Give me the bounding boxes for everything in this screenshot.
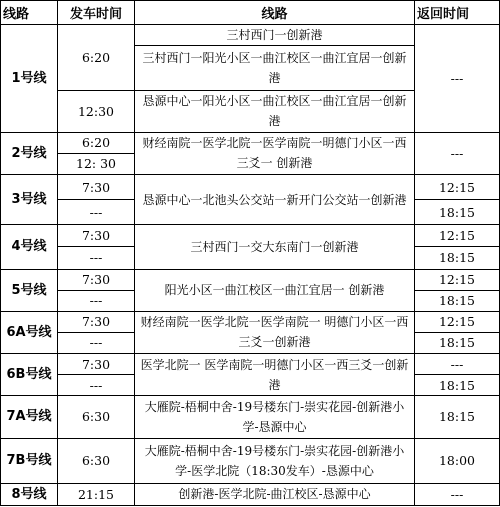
return-time: 18:15 bbox=[415, 200, 500, 225]
table-row bbox=[1, 175, 500, 200]
table-row bbox=[1, 269, 500, 290]
return-time: 18:00 bbox=[415, 438, 500, 483]
line-name: 3号线 bbox=[1, 175, 58, 225]
line-name: 7B号线 bbox=[1, 438, 58, 483]
departure-time: 7:30 bbox=[58, 354, 135, 375]
table-row bbox=[1, 225, 500, 247]
table-row bbox=[1, 25, 500, 46]
route-stops: 财经南院一医学北院一医学南院一明德门小区一西三爻一 创新港 bbox=[135, 132, 415, 174]
return-time: 12:15 bbox=[415, 175, 500, 200]
line-name: 8号线 bbox=[1, 483, 58, 505]
route-stops: 阳光小区一曲江校区一曲江宜居一 创新港 bbox=[135, 269, 415, 311]
departure-time: 6:30 bbox=[58, 396, 135, 438]
return-time: --- bbox=[415, 354, 500, 375]
table-row bbox=[1, 483, 500, 505]
line-name: 5号线 bbox=[1, 269, 58, 311]
return-time: 18:15 bbox=[415, 396, 500, 438]
departure-time: 7:30 bbox=[58, 225, 135, 247]
return-time: 18:15 bbox=[415, 332, 500, 353]
departure-time: --- bbox=[58, 247, 135, 269]
departure-time: 12: 30 bbox=[58, 153, 135, 174]
route-stops: 财经南院一医学北院一医学南院一 明德门小区一西三爻一创新港 bbox=[135, 311, 415, 353]
route-stops: 三村西门一创新港 bbox=[135, 25, 415, 46]
line-name: 7A号线 bbox=[1, 396, 58, 438]
header-return-time: 返回时间 bbox=[415, 1, 500, 25]
line-name: 6B号线 bbox=[1, 354, 58, 396]
departure-time: 7:30 bbox=[58, 269, 135, 290]
line-name: 1号线 bbox=[1, 25, 58, 133]
return-time: --- bbox=[415, 483, 500, 505]
departure-time: 6:30 bbox=[58, 438, 135, 483]
route-stops: 医学北院一 医学南院一明德门小区一西三爻一创新港 bbox=[135, 354, 415, 396]
route-stops: 三村西门一阳光小区一曲江校区一曲江宜居一创新港 bbox=[135, 46, 415, 90]
departure-time: --- bbox=[58, 200, 135, 225]
return-time: 18:15 bbox=[415, 247, 500, 269]
departure-time: 6:20 bbox=[58, 132, 135, 153]
line-name: 4号线 bbox=[1, 225, 58, 269]
return-time: 12:15 bbox=[415, 269, 500, 290]
return-time: 18:15 bbox=[415, 375, 500, 396]
return-time: 12:15 bbox=[415, 225, 500, 247]
header-line: 线路 bbox=[1, 1, 58, 25]
route-stops: 大雁院-梧桐中舍-19号楼东门-崇实花园-创新港小学-恳源中心 bbox=[135, 396, 415, 438]
header-departure-time: 发车时间 bbox=[58, 1, 135, 25]
departure-time: 21:15 bbox=[58, 483, 135, 505]
line-name: 6A号线 bbox=[1, 311, 58, 353]
line-name: 2号线 bbox=[1, 132, 58, 174]
departure-time: --- bbox=[58, 375, 135, 396]
return-time: 12:15 bbox=[415, 311, 500, 332]
return-time: 18:15 bbox=[415, 290, 500, 311]
table-row bbox=[1, 311, 500, 332]
route-stops: 恳源中心一阳光小区一曲江校区一曲江宜居一创新港 bbox=[135, 90, 415, 132]
return-time: --- bbox=[415, 25, 500, 133]
departure-time: 7:30 bbox=[58, 175, 135, 200]
table-row bbox=[1, 354, 500, 375]
table-row bbox=[1, 396, 500, 438]
route-stops: 创新港-医学北院-曲江校区-恳源中心 bbox=[135, 483, 415, 505]
table-row bbox=[1, 132, 500, 153]
departure-time: 7:30 bbox=[58, 311, 135, 332]
departure-time: --- bbox=[58, 290, 135, 311]
header-route: 线路 bbox=[135, 1, 415, 25]
route-stops: 大雁院-梧桐中舍-19号楼东门-崇实花园-创新港小学-医学北院（18:30发车）-恳源中心 bbox=[135, 438, 415, 483]
departure-time: --- bbox=[58, 332, 135, 353]
route-stops: 恳源中心一北池头公交站一新开门公交站一创新港 bbox=[135, 175, 415, 225]
route-stops: 三村西门一交大东南门一创新港 bbox=[135, 225, 415, 269]
table-row bbox=[1, 438, 500, 483]
departure-time: 12:30 bbox=[58, 90, 135, 132]
header-row bbox=[1, 1, 500, 25]
return-time: --- bbox=[415, 132, 500, 174]
departure-time: 6:20 bbox=[58, 25, 135, 90]
